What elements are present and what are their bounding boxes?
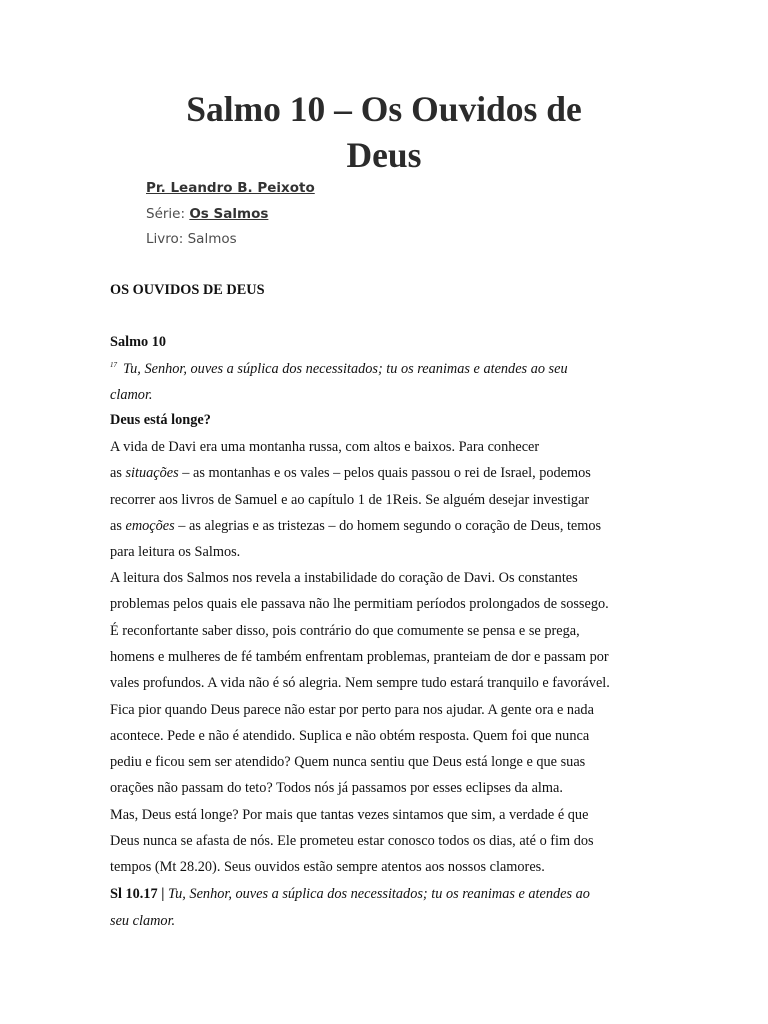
section-heading: OS OUVIDOS DE DEUS (110, 282, 265, 298)
paragraph-line: seu clamor. (110, 913, 176, 929)
paragraph-line: homens e mulheres de fé também enfrentam problemas, pranteiam de dor e passam por (110, 649, 609, 665)
paragraph-line: problemas pelos quais ele passava não lhe permitiam períodos prolongados de sossego. (110, 596, 609, 612)
serie-link[interactable]: Os Salmos (189, 206, 269, 222)
emphasis-text: emoções (125, 518, 175, 534)
paragraph-line: Mas, Deus está longe? Por mais que tantas vezes sintamos que sim, a verdade é que (110, 807, 589, 823)
paragraph-line: Fica pior quando Deus parece não estar por perto para nos ajudar. A gente ora e nada (110, 702, 594, 718)
paragraph-line: recorrer aos livros de Samuel e ao capítulo 1 de 1Reis. Se alguém desejar investigar (110, 492, 590, 508)
paragraph-line: vales profundos. A vida não é só alegria. Nem sempre tudo estará tranquilo e favorável. (110, 675, 610, 691)
verse-line-1: $^{17}$ Tu, Senhor, ouves a súplica dos necessitados; tu os reanimas e atendes ao seu (110, 361, 568, 377)
paragraph-line: as emoções – as alegrias e as tristezas – do homem segundo o coração de Deus, temos (110, 518, 602, 534)
subheading: Deus está longe? (110, 412, 211, 428)
emphasis-text: situações (125, 465, 179, 481)
paragraph-line: orações não passam do teto? Todos nós já passamos por esses eclipses da alma. (110, 780, 563, 796)
serie-label: Série: (146, 206, 190, 222)
title-line-2: Deus (346, 135, 422, 175)
author-link[interactable]: Pr. Leandro B. Peixoto (146, 180, 315, 196)
paragraph-line: as situações – as montanhas e os vales – pelos quais passou o rei de Israel, podemos (110, 465, 591, 481)
title-line-1: Salmo 10 – Os Ouvidos de (186, 89, 582, 129)
serie-line (146, 206, 268, 222)
verse-line-2: clamor. (110, 387, 153, 403)
paragraph-line: É reconfortante saber disso, pois contrário do que comumente se pensa e se prega, (110, 623, 580, 639)
paragraph-line: para leitura os Salmos. (110, 544, 241, 560)
paragraph-line: A leitura dos Salmos nos revela a instabilidade do coração de Davi. Os constantes (110, 570, 578, 586)
paragraph-line: acontece. Pede e não é atendido. Suplica e não obtém resposta. Quem foi que nunca (110, 728, 590, 744)
paragraph-line: Sl 10.17 | Tu, Senhor, ouves a súplica dos necessitados; tu os reanimas e atendes ao (110, 886, 590, 902)
livro-line: Livro: Salmos (146, 231, 237, 247)
paragraph-line: Deus nunca se afasta de nós. Ele prometeu estar conosco todos os dias, até o fim dos (110, 833, 594, 849)
verse-reference: Sl 10.17 | (110, 886, 165, 902)
paragraph-line: pediu e ficou sem ser atendido? Quem nunca sentiu que Deus está longe e que suas (110, 754, 586, 770)
paragraph-line: A vida de Davi era uma montanha russa, com altos e baixos. Para conhecer (110, 439, 540, 455)
author-line (146, 180, 315, 196)
verse-number: 17 (110, 361, 117, 369)
psalm-reference: Salmo 10 (110, 334, 167, 350)
paragraph-line: tempos (Mt 28.20). Seus ouvidos estão sempre atentos aos nossos clamores. (110, 859, 545, 875)
document-title (100, 86, 668, 178)
